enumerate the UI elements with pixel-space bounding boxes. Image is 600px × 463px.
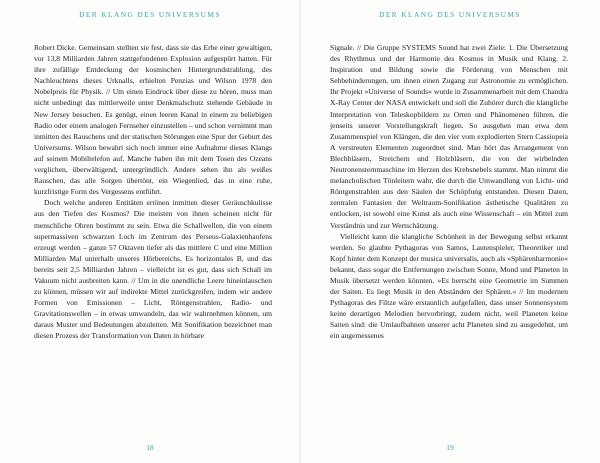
page-number-right: 19 [446, 443, 454, 452]
page-number-left: 18 [146, 443, 154, 452]
running-header-right: DER KLANG DES UNIVERSUMS [379, 10, 521, 19]
right-page [300, 0, 600, 463]
paragraph: Signale. // Die Gruppe SYSTEMS Sound hat zwei Ziele: 1. Die Übersetzung des Rhythmus und der Harmonie des Kosmos in Musik und Klang. 2. Inspiration und Bildung sowie die Förderung von Menschen mit Sehbehinderungen, um ihnen einen Zugang zur Astronomie zu ermöglichen. Ihr Projekt »Universe of Sounds« wurde in Zusammenarbeit mit dem Chandra X-Ray Center der NASA entwickelt und soll die Zuhörer durch die klangliche Interpretation von Teleskopbildern zu Orten und Phänomenen führen, die jenseits unserer Vorstellungskraft liegen. So ausgehen man etwa dem Zusammenspiel von Klängen, die den vier vom explodierten Stern Cassiopeia A verstreuten Elementen zugeordnet sind. Man hört das Arrangement von Blechbläsern, Streichern und Holzbläsern, die von der wirbelnden Neutronensternmaschine im Herzen des Krebsnebels stammt. Man nimmt die melancholischen Tönleitern wahr, die durch die Umwandlung von Licht- und Röntgenstrahlen aus den Säulen der Schöpfung entstanden. Diesen Daten, zentralen Fantasien der Weltraum-Sonifikation ästhetische Qualitäten zu entlocken, ist sowohl eine Kunst als auch eine Wissenschaft – ein Mittel zum Verständnis und zur Wertschätzung. [330, 43, 568, 230]
right-page-body [330, 42, 568, 342]
paragraph: Robert Dicke. Gemeinsam stellten sie fest, dass sie das Erbe einer gewaltigen, vor 13,8 Milliarden Jahren stattgefundenen Explosion aufgespürt hatten. Für ihre zufällige Entdeckung der kosmischen Hintergrundstrahlung, des Nachleuchtens dieses Urknalls, erhielten Penzias und Wilson 1978 den Nobelpreis für Physik. // Um einen Eindruck über diese zu hören, muss man nicht unbedingt das mittlerweile unter Denkmalschutz stehende Gebäude in New Jersey besuchen. Es genügt, einen leeren Kanal in einem zu beliebigen Radio oder einem analogen Fernseher einzustellen – und schon vernimmt man inmitten des Rauschens und der statischen Störungen eine Spur der Geburt des Universums. Wilson bewahrt sich noch immer eine Aufnahme dieses Klangs auf seinem Mobiltelefon auf. Manche haben ihn mit dem Tosen des Ozeans verglichen, überwältigend, untergründlich. Andere sehen ihn als weißes Rauschen, das alle Sorgen übertönt, ein Wiegenlied, das in eine ruhe, kurzfristige Form des Vergessens entführt. [34, 43, 272, 197]
running-header-left: DER KLANG DES UNIVERSUMS [79, 10, 221, 19]
paragraph: Vielleicht kann die klangliche Schönheit in der Bewegung selbst erkannt werden. So glaubte Pythagoras von Samos, Lautenspieler, Theoretiker und Kopf hinter dem Konzept der musica universalis, auch als »Sphärenharmonie« bekannt, dass sogar die Entfernungen zwischen Sonne, Mond und Planeten in Musik übersetzt werden könnten. »Es herrscht eine Geometrie im Summen der Saiten. Es liegt Musik in den Abständen der Sphären.« // Im modernen Pythagoras des Filtze wäre erstaunlich aufgefallen, dass unser Sonnensystem keine derartigen Melodien hervorbringt, zudem nicht, weil Planeten keine Saiten sind: die Umlaufbahnen unserer acht Planeten sind zu ausgedehnt, um ein angemessenes [330, 231, 568, 341]
paragraph: Doch welche anderen Entitäten ertönen inmitten dieser Geräuschkulisse aus den Tiefen des Kosmos? Die meisten von ihnen scheinen nicht für menschliche Ohren bestimmt zu sein. Etwa die Schallwellen, die von einem supermassiven schwarzen Loch im Zentrum des Perseus-Galaxienhaufens erzeugt werden – ganze 57 Oktaven tiefer als das mittlere C und eine Million Milliarden Mal unterhalb unseres Hörbereichs. Es horizontales B, und das bereits seit 2,5 Milliarden Jahren – vielleicht ist es gut, dass sich Schall im Vakuum nicht ausbreiten kann. // Um in die unendliche Leere hineinlauschen zu können, müssen wir auf indirekte Mittel zurückgreifen, indem wir andere Formen von Emissionen – Licht, Röntgenstrahlen, Radio- und Gravitationswellen – in etwas umwandeln, das wir wahrnehmen können, um daraus Muster und Bedeutungen abzuleiten. Mit Sonifikation bezeichnet man diesen Prozess der Transformation von Daten in hörbare [34, 198, 272, 341]
left-page-body [34, 42, 272, 342]
